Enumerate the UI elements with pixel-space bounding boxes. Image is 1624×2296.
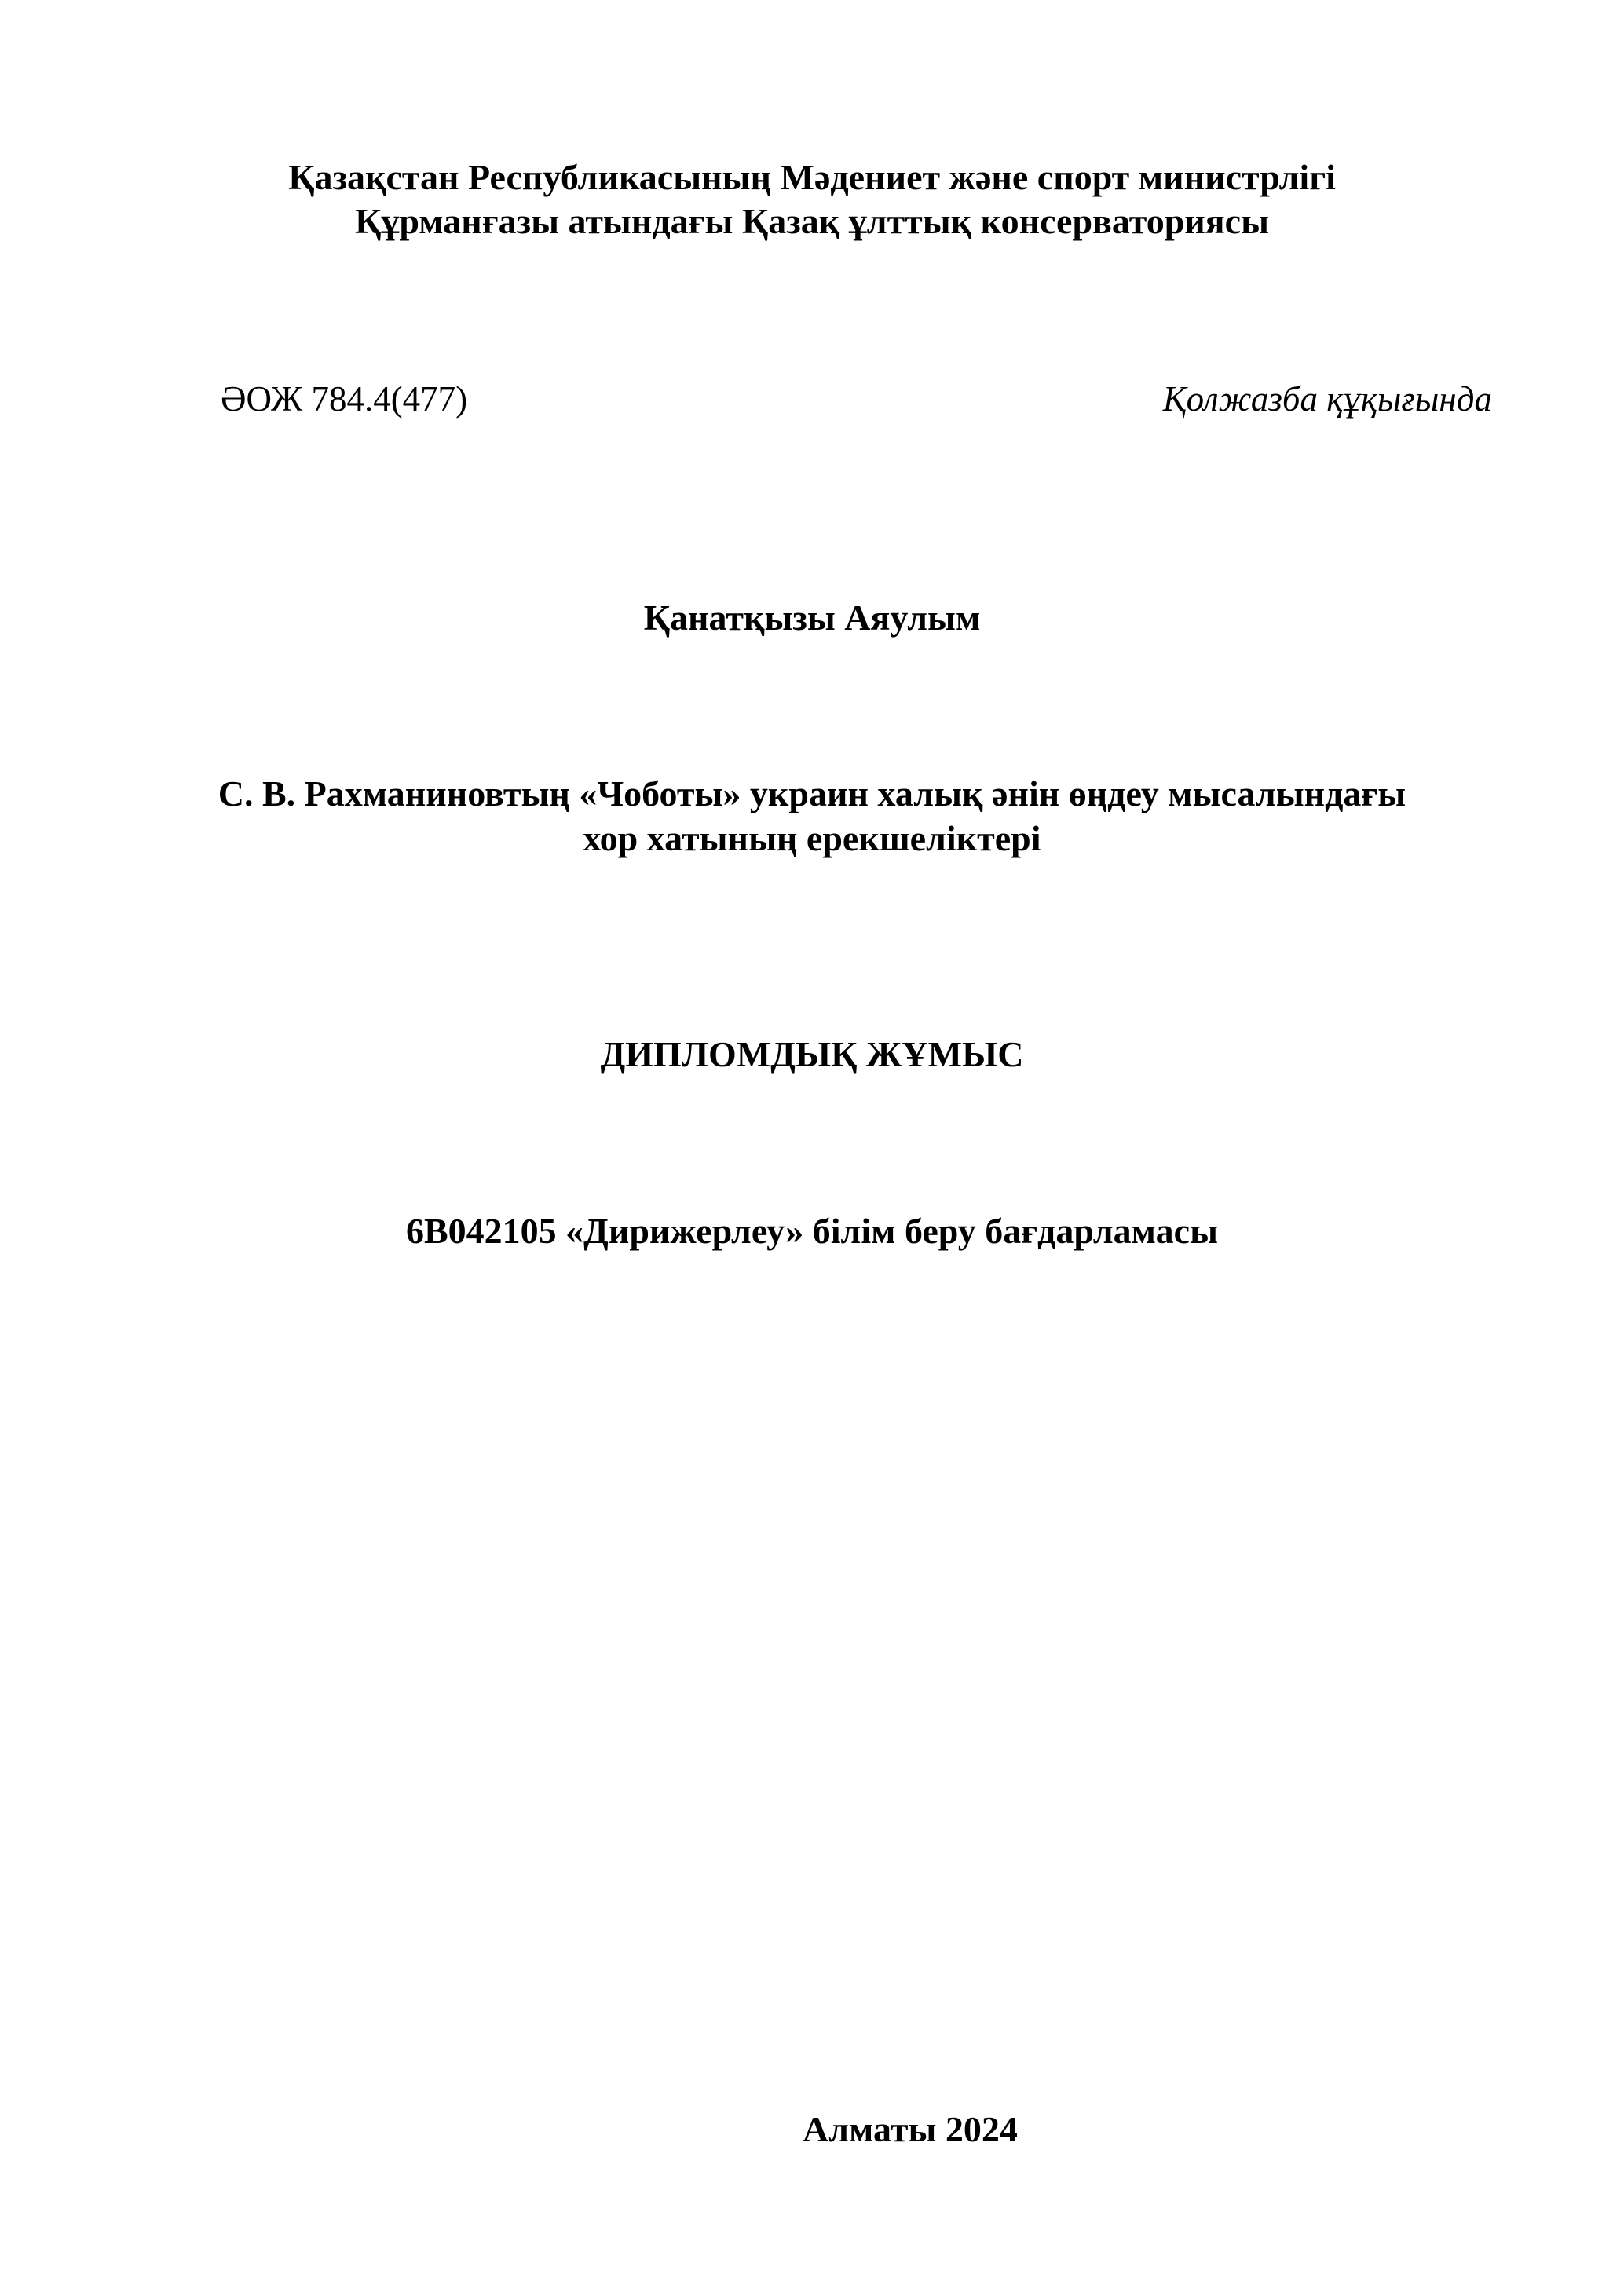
conservatory-heading: Құрманғазы атындағы Қазақ ұлттық консерваториясы (354, 201, 1270, 241)
thesis-title-line-2: хор хатының ерекшеліктері (583, 818, 1041, 858)
city-year: Алматы 2024 (803, 2109, 1018, 2149)
work-type-heading: ДИПЛОМДЫҚ ЖҰМЫС (600, 1034, 1024, 1074)
education-program: 6В042105 «Дирижерлеу» білім беру бағдарламасы (406, 1211, 1218, 1251)
udc-code: ӘОЖ 784.4(477) (221, 379, 468, 419)
author-name: Қанатқызы Аяулым (643, 598, 981, 638)
ministry-heading: Қазақстан Республикасының Мәдениет және спорт министрлігі (288, 157, 1336, 197)
thesis-title-line-1: С. В. Рахманиновтың «Чоботы» украин халық әнін өңдеу мысалындағы (218, 773, 1406, 813)
manuscript-rights-note: Қолжазба құқығында (1162, 379, 1492, 419)
